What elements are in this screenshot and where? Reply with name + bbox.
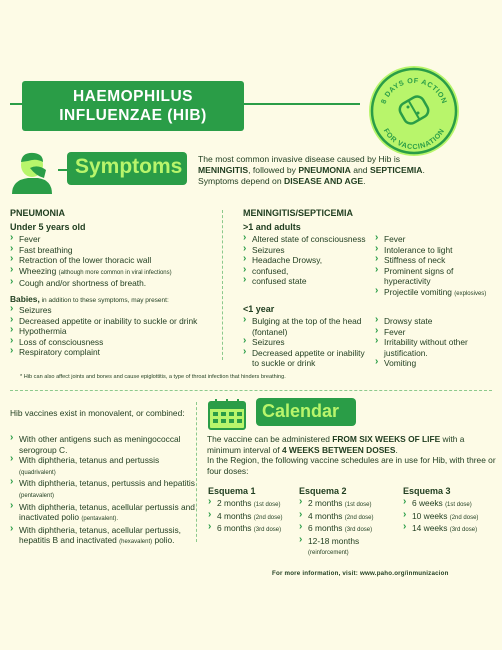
list-item: › Seizures xyxy=(243,245,371,256)
list-item: › Irritability without other justification. xyxy=(375,337,497,358)
babies-heading-row xyxy=(10,294,220,304)
adults-list-col2 xyxy=(375,234,500,300)
intro-text: . xyxy=(363,176,366,186)
list-item-text: With diphtheria, tetanus and pertussis xyxy=(19,455,160,466)
list-item xyxy=(375,287,500,300)
meningitis-term: MENINGITIS xyxy=(198,165,249,175)
list-item: › Loss of consciousness xyxy=(10,337,210,348)
dose-note: (reinforcement) xyxy=(308,550,349,557)
list-item xyxy=(10,525,195,548)
vaccine-note: (pentavalent). xyxy=(81,516,119,523)
vaccine-note: (pentavalent) xyxy=(19,492,55,499)
under1-heading: <1 year xyxy=(243,304,275,314)
symptoms-intro-line-1: The most common invasive disease caused by Hib is xyxy=(198,154,401,164)
dose-age: 6 months xyxy=(308,523,343,534)
footnote: * Hib can also affect joints and bones and cause epiglottitis, a type of throat infection that hinders breathing. xyxy=(20,374,286,380)
dose-note: (1st dose) xyxy=(344,502,372,508)
under1-list-col1 xyxy=(243,316,371,369)
list-item-text: With diphtheria, tetanus, acellular pertussis and inactivated polio xyxy=(19,501,195,523)
list-item xyxy=(403,498,498,511)
scheme-3-list xyxy=(403,498,498,536)
list-item: › Vomiting xyxy=(375,358,497,369)
list-item xyxy=(299,536,394,559)
dose-note: (1st dose) xyxy=(253,502,281,508)
under1-list-col2 xyxy=(375,316,497,369)
adults-heading: >1 and adults xyxy=(243,222,301,232)
title-line-2: INFLUENZAE (HIB) xyxy=(59,107,207,124)
intro-text: . xyxy=(395,444,398,455)
badge-bottom-text: FOR VACCINATION xyxy=(381,126,447,152)
list-item xyxy=(299,523,394,536)
under5-list xyxy=(10,234,215,289)
dose-note: (2nd dose) xyxy=(344,514,374,521)
list-item xyxy=(299,498,394,511)
pneumonia-heading: PNEUMONIA xyxy=(10,208,66,218)
intro-text: The vaccine can be administered xyxy=(207,434,333,444)
list-item: › Altered state of consciousness xyxy=(243,234,371,245)
scheme-1-list xyxy=(208,498,296,536)
column-divider xyxy=(222,210,223,360)
list-item: › Respiratory complaint xyxy=(10,347,210,358)
vaccines-list xyxy=(10,434,195,548)
scheme-2-list xyxy=(299,498,394,559)
list-item xyxy=(403,511,498,524)
symptoms-intro xyxy=(198,154,488,187)
calendar-intro-p1 xyxy=(207,434,497,455)
list-item: › Headache Drowsy, xyxy=(243,255,371,266)
list-item-text: polio. xyxy=(152,535,175,546)
list-item xyxy=(208,511,296,524)
meningitis-heading: MENINGITIS/SEPTICEMIA xyxy=(243,208,354,218)
dose-age: 12-18 months xyxy=(308,535,360,546)
list-item xyxy=(10,266,215,279)
list-item: › Decreased appetite or inability to suckle or drink xyxy=(243,348,371,369)
intro-text: , followed by xyxy=(248,165,299,175)
list-item: › Fever xyxy=(375,234,500,245)
list-item: › Fever xyxy=(10,234,215,245)
vaccines-intro: Hib vaccines exist in monovalent, or combined: xyxy=(10,408,185,418)
list-item-text: Wheezing xyxy=(19,265,57,276)
list-item xyxy=(299,511,394,524)
six-weeks-term: FROM SIX WEEKS OF LIFE xyxy=(332,434,441,444)
four-weeks-term: 4 WEEKS BETWEEN DOSES xyxy=(281,444,396,455)
intro-text: Symptoms depend on xyxy=(198,176,284,186)
list-item: › Prominent signs of hyperactivity xyxy=(375,266,500,287)
section-divider xyxy=(10,390,492,391)
calendar-icon xyxy=(208,398,246,430)
dose-age: 2 months xyxy=(217,498,252,508)
babies-heading: Babies, xyxy=(10,294,40,304)
calendar-intro-p2: In the Region, the following vaccine schedules are in use for Hib, with three or four doses: xyxy=(207,455,496,476)
list-item xyxy=(208,523,296,536)
dose-age: 2 months xyxy=(308,498,343,508)
list-item: › With other antigens such as meningococcal serogroup C. xyxy=(10,434,195,455)
column-divider xyxy=(196,402,197,542)
list-item: › confused, xyxy=(243,266,371,277)
title-line-1: HAEMOPHILUS xyxy=(72,88,194,105)
intro-text: . xyxy=(422,165,425,175)
dose-note: (2nd dose) xyxy=(449,514,479,521)
adults-list-col1 xyxy=(243,234,371,287)
list-item: › confused state xyxy=(243,276,371,287)
list-item: › Stiffness of neck xyxy=(375,255,500,266)
footer-info-link[interactable]: For more information, visit: www.paho.org/inmunizacion xyxy=(272,570,449,577)
dose-age: 10 weeks xyxy=(412,510,448,521)
dose-age: 4 months xyxy=(308,510,343,521)
dose-note: (1st dose) xyxy=(445,502,472,508)
intro-text: with a minimum interval of xyxy=(207,434,465,455)
symptoms-intro-line-2 xyxy=(198,165,488,176)
dose-age: 6 months xyxy=(217,523,252,534)
list-item xyxy=(10,502,195,525)
list-item: › Fever xyxy=(375,327,497,338)
calendar-intro xyxy=(207,434,497,476)
pneumonia-term: PNEUMONIA xyxy=(298,165,351,175)
wheezing-note: (although more common in viral infections) xyxy=(58,269,172,276)
dose-note: (3rd dose) xyxy=(344,527,373,534)
scheme-2-heading: Esquema 2 xyxy=(299,486,347,496)
intro-text: and xyxy=(350,165,370,175)
list-item: › Hypothermia xyxy=(10,326,210,337)
dose-age: 14 weeks xyxy=(412,523,448,534)
list-item-text: With diphtheria, tetanus, acellular pertussis, hepatitis B and inactivated xyxy=(19,524,181,546)
calendar-heading: Calendar xyxy=(256,398,356,426)
under5-heading: Under 5 years old xyxy=(10,222,86,232)
list-item xyxy=(403,523,498,536)
vaccine-note: (quadrivalent) xyxy=(19,469,56,476)
vaccination-week-badge-icon xyxy=(366,63,462,159)
dose-note: (2nd dose) xyxy=(253,514,283,521)
disease-age-term: DISEASE AND AGE xyxy=(284,176,364,186)
scheme-3-heading: Esquema 3 xyxy=(403,486,451,496)
babies-list xyxy=(10,305,210,358)
list-item xyxy=(10,478,195,501)
list-item xyxy=(10,455,195,478)
list-item: › Fast breathing xyxy=(10,245,215,256)
list-item-text: Projectile vomiting xyxy=(384,286,452,297)
list-item: › Drowsy state xyxy=(375,316,497,327)
vaccine-note: (hexavalent) xyxy=(119,539,153,546)
list-item: › Bulging at the top of the head (fontanel) xyxy=(243,316,371,337)
symptoms-intro-line-3 xyxy=(198,176,488,187)
septicemia-term: SEPTICEMIA xyxy=(369,165,423,175)
list-item: › Decreased appetite or inability to suckle or drink xyxy=(10,316,210,327)
list-item: › Seizures xyxy=(10,305,210,316)
sick-person-icon xyxy=(8,148,56,196)
scheme-1-heading: Esquema 1 xyxy=(208,486,256,496)
dose-age: 4 months xyxy=(217,510,252,521)
dose-note: (3rd dose) xyxy=(253,527,282,534)
dose-note: (3rd dose) xyxy=(449,527,478,534)
list-item: › Seizures xyxy=(243,337,371,348)
list-item: › Retraction of the lower thoracic wall xyxy=(10,255,215,266)
page-title xyxy=(22,81,244,131)
list-item: › Cough and/or shortness of breath. xyxy=(10,278,215,289)
babies-note: in addition to these symptoms, may present: xyxy=(39,297,169,304)
list-item-text: With diphtheria, tetanus, pertussis and hepatitis xyxy=(19,478,195,489)
dose-age: 6 weeks xyxy=(412,498,443,508)
list-item: › Intolerance to light xyxy=(375,245,500,256)
list-item xyxy=(208,498,296,511)
symptoms-heading: Symptoms xyxy=(67,152,187,185)
explosives-note: (explosives) xyxy=(454,290,487,297)
badge-top-text: 8 DAYS OF ACTION xyxy=(378,75,450,105)
